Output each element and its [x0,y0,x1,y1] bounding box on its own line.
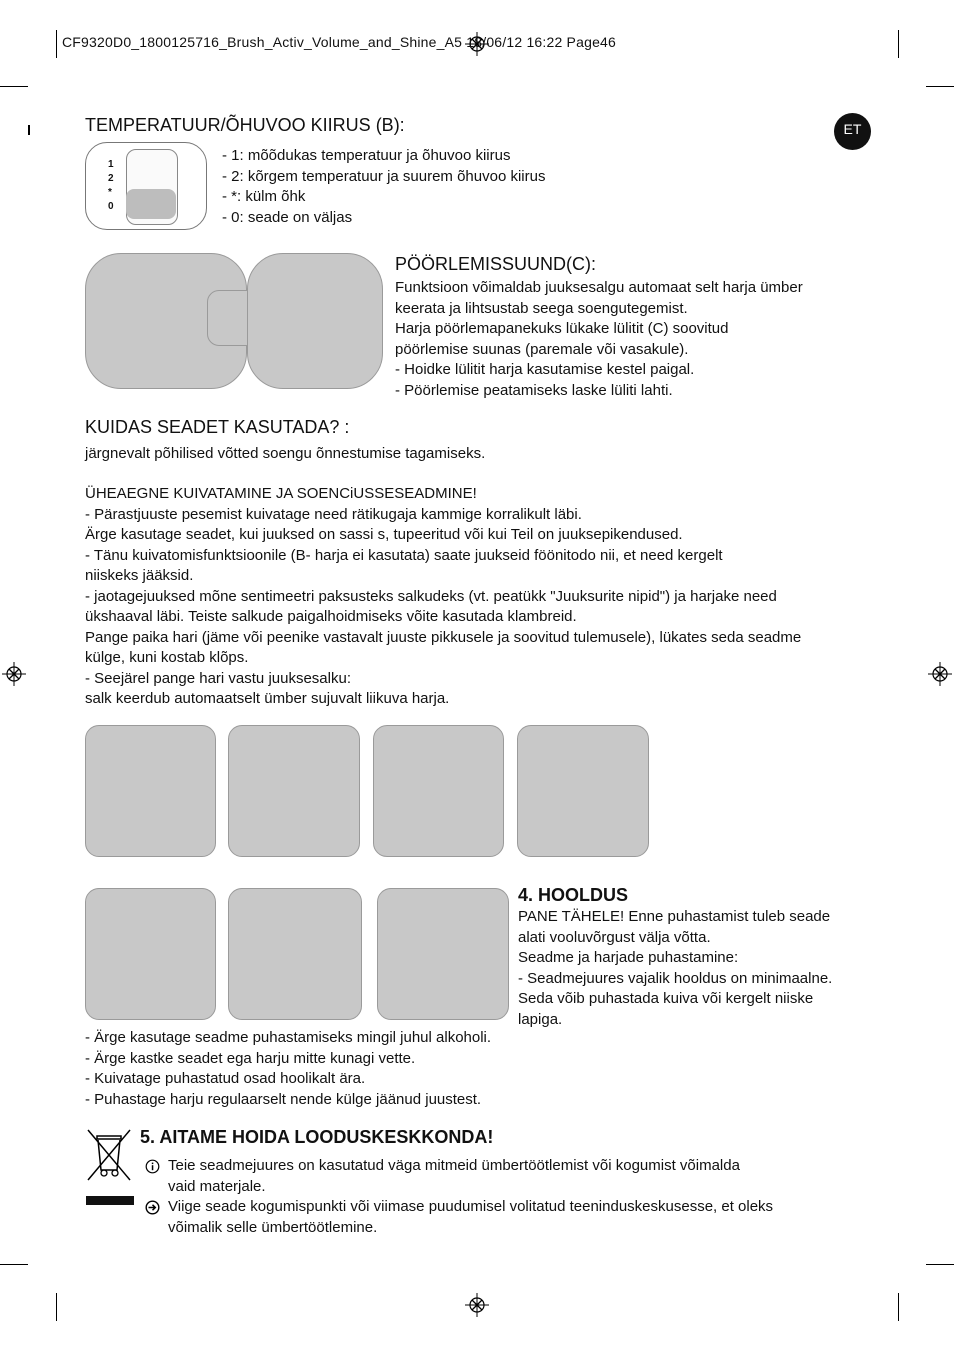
language-badge: ET [834,113,871,150]
text-line: Funktsioon võimaldab juuksesalgu automaat selt harja ümber [395,279,803,296]
text-line: ükshaaval läbi. Teiste salkude paigalhoidmiseks võite kasutada klambreid. [85,608,577,625]
text-line: Viige seade kogumispunkti või viimase puudumisel volitatud teeninduskeskusesse, et oleks [168,1198,774,1215]
text-line: niiskeks jääksid. [85,567,194,584]
environment-heading: 5. AITAME HOIDA LOODUSKESKKONDA! [140,1127,494,1147]
list-item: - 1: mõõdukas temperatuur ja õhuvoo kiirus [222,147,511,164]
text-line: - jaotagejuuksed mõne sentimeetri paksusteks salkudeks (vt. peatükk "Juuksurite nipid") ja harjake need [85,587,777,605]
list-item: - Ärge kasutage seadme puhastamiseks mingil juhul alkoholi. [85,1029,492,1046]
usage-heading: KUIDAS SEADET KASUTADA? : [85,417,350,437]
list-item: - Ärge kastke seadet ega harju mitte kunagi vette. [85,1049,416,1067]
crop-mark [898,1293,899,1321]
switch-label: 0 [108,201,114,212]
text-line: ÜHEAEGNE KUIVATAMINE JA SOENCiUSSESEADMINE! [85,485,477,502]
text-line: Ärge kasutage seadet, kui juuksed on sassi s, tupeeritud või kui Teil on juuksepikendused. [85,526,683,543]
text-line: - Seadmejuures vajalik hooldus on minimaalne. [518,969,833,987]
registration-mark-icon [465,1293,489,1317]
text-line: külge, kuni kostab klõps. [85,649,249,666]
maintenance-heading: 4. HOOLDUS [518,885,629,905]
temperature-switch-illustration [85,142,207,230]
usage-text [85,484,801,710]
text-line: PANE TÄHELE! Enne puhastamist tuleb seade [518,908,831,925]
maintenance-illustration-detach [85,888,216,1020]
text-line: - Seejärel pange hari vastu juuksesalku: [85,669,351,687]
switch-label: 1 [108,159,114,170]
crop-mark [56,1293,57,1321]
switch-scale [108,158,114,214]
usage-illustration-towel [85,725,216,857]
text-line: võimalik selle ümbertöötlemine. [168,1218,378,1236]
environment-info-text [168,1156,740,1197]
usage-illustration-brush [517,725,649,857]
text-line: Seda võib puhastada kuiva või kergelt niiske [518,990,814,1007]
crop-mark [926,86,954,87]
environment-action-text [168,1197,773,1238]
list-item: - 2: kõrgem temperatuur ja suurem õhuvoo kiirus [222,167,546,185]
switch-label: 2 [108,173,114,184]
weee-bar [86,1196,134,1205]
crossed-bin-icon [84,1126,136,1184]
switch-label: * [108,187,112,198]
crop-mark [56,30,57,58]
registration-mark-icon [928,662,952,686]
maintenance-illustration-clean-brush [377,888,509,1020]
switch-slider [126,189,176,219]
text-line: - Tänu kuivatomisfunktsioonile (B- harja ei kasutata) saate juukseid föönitodo nii, et need kergelt [85,546,723,564]
text-line: pöörlemise suunas (paremale või vasakule). [395,340,689,358]
text-line: Seadme ja harjade puhastamine: [518,949,739,966]
usage-illustration-comb [228,725,360,857]
text-line: Teie seadmejuures on kasutatud väga mitmeid ümbertöötlemist või kogumist võimalda [168,1157,740,1174]
rotation-heading: PÖÖRLEMISSUUND(C): [395,254,597,274]
text-line: Harja pöörlemapanekuks lükake lülitit (C) soovitud [395,320,729,337]
list-item: - Kuivatage puhastatud osad hoolikalt ära. [85,1070,366,1087]
text-line: - Hoidke lülitit harja kasutamise kestel paigal. [395,361,695,378]
temperature-list [222,146,545,228]
usage-illustration-dryer [373,725,504,857]
rotation-right-illustration [247,253,383,389]
list-item: - *: külm õhk [222,188,306,205]
text-line: keerata ja lihtsustab seega soengutegemist. [395,299,688,317]
crop-mark [28,125,30,135]
info-circle-icon [145,1159,160,1174]
crop-mark [898,30,899,58]
registration-mark-icon [2,662,26,686]
rotation-text [395,278,803,401]
temperature-heading: TEMPERATUUR/ÕHUVOO KIIRUS (B): [85,115,405,135]
text-line: lapiga. [518,1010,563,1028]
list-item: - Puhastage harju regulaarselt nende külge jäänud juustest. [85,1090,482,1108]
arrow-right-circle-icon [145,1200,160,1215]
list-item: - 0: seade on väljas [222,208,353,226]
text-line: salk keerdub automaatselt ümber sujuvalt liikuva harja. [85,690,450,707]
crop-mark [926,1264,954,1265]
usage-intro: järgnevalt põhilised võtted soengu õnnestumise tagamiseks. [85,445,486,462]
text-line: vaid materjale. [168,1177,266,1195]
maintenance-text [518,907,832,1030]
crop-mark [0,86,28,87]
text-line: Pange paika hari (jäme või peenike vastavalt juuste pikkusele ja soovitud tulemusele), lükates seda seadme [85,628,802,646]
text-line: - Pöörlemise peatamiseks laske lüliti lahti. [395,381,673,399]
text-line: - Pärastjuuste pesemist kuivatage need rätikugaja kammige korralikult läbi. [85,505,582,523]
maintenance-warnings [85,1028,491,1110]
text-line: alati vooluvõrgust välja võtta. [518,928,711,946]
print-header: CF9320D0_1800125716_Brush_Activ_Volume_and_Shine_A5 18/06/12 16:22 Page46 [62,34,617,50]
maintenance-illustration-no-chemicals [228,888,362,1020]
crop-mark [0,1264,28,1265]
